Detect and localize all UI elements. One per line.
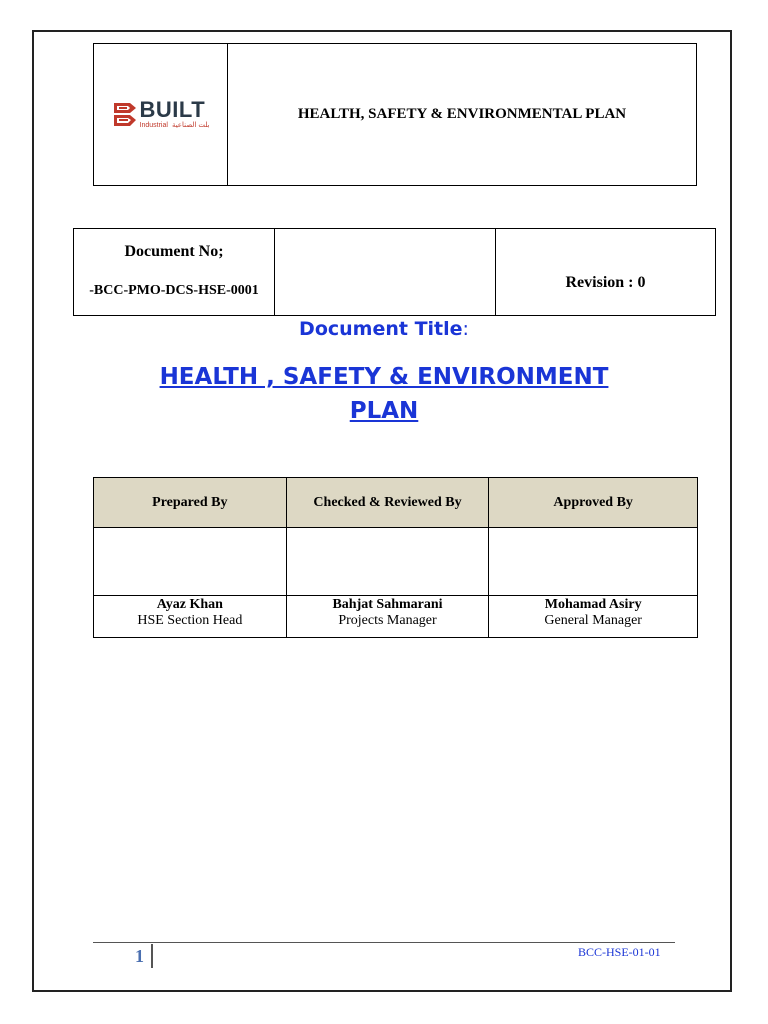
- checked-by-cell: [286, 596, 489, 638]
- prepared-by-cell: [94, 596, 287, 638]
- approved-by-signature: [489, 528, 698, 596]
- approval-table: [93, 477, 698, 638]
- checked-by-signature: [286, 528, 489, 596]
- document-number-cell: [74, 229, 275, 315]
- footer-document-code: BCC-HSE-01-01: [578, 945, 661, 959]
- document-info-table: [73, 228, 716, 316]
- logo-subtitle-en: Industrial: [139, 122, 168, 129]
- built-logo-mark-icon: [112, 101, 138, 129]
- logo-subtitle: [140, 121, 210, 130]
- checked-by-role: Projects Manager: [338, 613, 437, 628]
- footer-divider: [93, 942, 675, 943]
- logo-wordmark: BUILT: [139, 97, 206, 122]
- approved-by-name: Mohamad Asiry: [544, 597, 642, 612]
- header-title: HEALTH, SAFETY & ENVIRONMENTAL PLAN: [297, 106, 627, 122]
- checked-reviewed-by-header: Checked & Reviewed By: [286, 478, 489, 528]
- main-title-line1: HEALTH , SAFETY & ENVIRONMENT: [159, 364, 609, 390]
- document-number-label: Document No;: [124, 243, 224, 260]
- checked-by-name: Bahjat Sahmarani: [332, 597, 443, 612]
- approval-header-row: [94, 478, 698, 528]
- approved-by-role: General Manager: [544, 613, 642, 628]
- prepared-by-header: Prepared By: [94, 478, 287, 528]
- approved-by-header: Approved By: [489, 478, 698, 528]
- prepared-by-signature: [94, 528, 287, 596]
- approved-by-cell: [489, 596, 698, 638]
- document-info-blank-cell: [275, 229, 496, 315]
- prepared-by-role: HSE Section Head: [137, 613, 243, 628]
- document-title-colon: :: [462, 318, 469, 340]
- document-number-value: -BCC-PMO-DCS-HSE-0001: [89, 283, 259, 298]
- main-title-line2: PLAN: [349, 398, 419, 424]
- header-box: [93, 43, 697, 186]
- revision-cell: [496, 229, 715, 315]
- logo-subtitle-ar: بلت الصناعية: [171, 122, 210, 129]
- main-title: [0, 360, 768, 428]
- header-title-cell: [228, 44, 696, 185]
- page-number-bar: [151, 944, 153, 968]
- page-number: 1: [135, 946, 144, 966]
- document-title-label-text: Document Title: [299, 318, 463, 340]
- prepared-by-name: Ayaz Khan: [156, 597, 223, 612]
- revision-label: Revision : 0: [565, 274, 646, 291]
- approver-names-row: [94, 596, 698, 638]
- built-logo: [112, 99, 210, 130]
- signature-row: [94, 528, 698, 596]
- document-title-label: [0, 318, 768, 340]
- logo-cell: [94, 44, 228, 185]
